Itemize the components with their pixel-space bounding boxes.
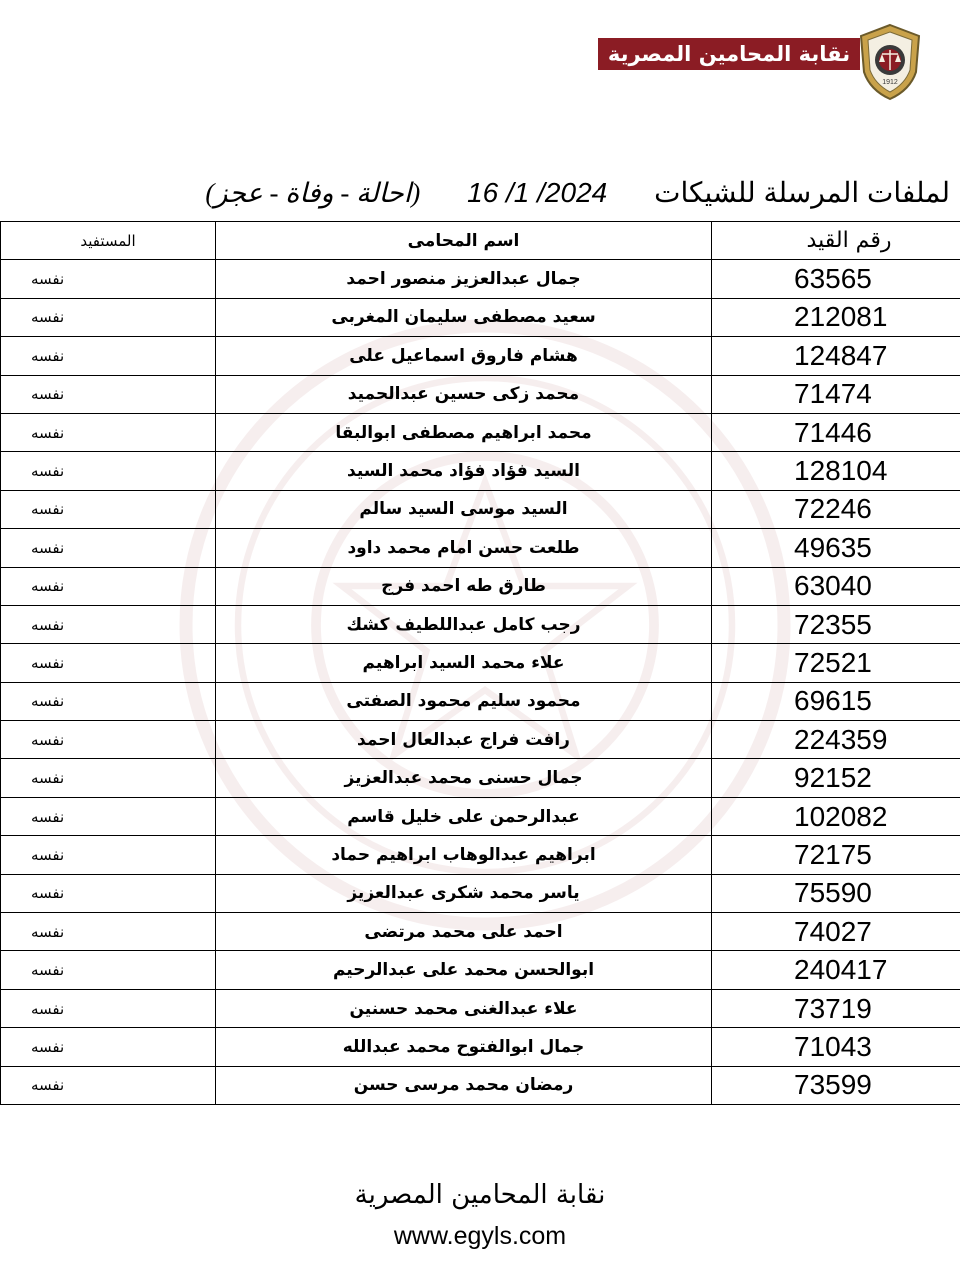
registration-number-cell: 73599 <box>712 1066 960 1104</box>
lawyer-name-cell: محمد زكى حسين عبدالحميد <box>216 375 712 413</box>
beneficiary-cell: نفسه <box>1 874 216 912</box>
table-row <box>1 1066 960 1104</box>
registration-number-cell: 102082 <box>712 797 960 835</box>
table-row <box>1 375 960 413</box>
table-row <box>1 298 960 336</box>
registration-number-cell: 73719 <box>712 989 960 1027</box>
registration-number-cell: 71043 <box>712 1028 960 1066</box>
header-org-name: نقابة المحامين المصرية <box>607 42 851 66</box>
logo-year: 1912 <box>882 79 898 86</box>
beneficiary-cell: نفسه <box>1 644 216 682</box>
lawyer-name-cell: رجب كامل عبداللطيف كشك <box>216 605 712 643</box>
table-row <box>1 490 960 528</box>
header-registration-number: رقم القيد <box>712 222 960 260</box>
lawyer-name-cell: سعيد مصطفى سليمان المغربى <box>216 298 712 336</box>
table-row <box>1 337 960 375</box>
lawyer-name-cell: علاء محمد السيد ابراهيم <box>216 644 712 682</box>
beneficiary-cell: نفسه <box>1 490 216 528</box>
lawyer-name-cell: ابوالحسن محمد على عبدالرحيم <box>216 951 712 989</box>
lawyer-name-cell: جمال ابوالفتوح محمد عبدالله <box>216 1028 712 1066</box>
lawyer-name-cell: احمد على محمد مرتضى <box>216 913 712 951</box>
beneficiary-cell: نفسه <box>1 989 216 1027</box>
title-date: 16 /1 /2024 <box>467 177 608 208</box>
table-row <box>1 759 960 797</box>
beneficiary-cell: نفسه <box>1 721 216 759</box>
registration-number-cell: 128104 <box>712 452 960 490</box>
bar-association-logo-icon <box>855 22 925 102</box>
beneficiary-cell: نفسه <box>1 567 216 605</box>
lawyer-name-cell: طارق طه احمد فرج <box>216 567 712 605</box>
registration-number-cell: 74027 <box>712 913 960 951</box>
beneficiary-cell: نفسه <box>1 797 216 835</box>
table-row <box>1 1028 960 1066</box>
lawyer-name-cell: ياسر محمد شكرى عبدالعزيز <box>216 874 712 912</box>
lawyer-name-cell: محمود سليم محمود الصفتى <box>216 682 712 720</box>
table-row <box>1 836 960 874</box>
title-note: (احالة - وفاة - عجز) <box>205 178 421 208</box>
beneficiary-cell: نفسه <box>1 836 216 874</box>
registration-number-cell: 69615 <box>712 682 960 720</box>
table-row <box>1 721 960 759</box>
registration-number-cell: 72521 <box>712 644 960 682</box>
header-beneficiary: المستفيد <box>1 222 216 260</box>
registration-number-cell: 63040 <box>712 567 960 605</box>
beneficiary-cell: نفسه <box>1 452 216 490</box>
lawyer-name-cell: جمال عبدالعزيز منصور احمد <box>216 260 712 298</box>
table-row <box>1 605 960 643</box>
table-row <box>1 567 960 605</box>
table-row <box>1 452 960 490</box>
header-lawyer-name: اسم المحامى <box>216 222 712 260</box>
footer-website-link[interactable]: www.egyls.com <box>393 1222 567 1250</box>
table-row <box>1 529 960 567</box>
lawyer-name-cell: هشام فاروق اسماعيل على <box>216 337 712 375</box>
beneficiary-cell: نفسه <box>1 913 216 951</box>
registration-number-cell: 240417 <box>712 951 960 989</box>
beneficiary-cell: نفسه <box>1 1028 216 1066</box>
registration-number-cell: 212081 <box>712 298 960 336</box>
beneficiary-cell: نفسه <box>1 337 216 375</box>
lawyer-name-cell: رافت فراج عبدالعال احمد <box>216 721 712 759</box>
lawyer-name-cell: علاء عبدالغنى محمد حسنين <box>216 989 712 1027</box>
beneficiary-cell: نفسه <box>1 529 216 567</box>
header-banner <box>598 38 860 70</box>
table-header-row <box>1 222 960 260</box>
beneficiary-cell: نفسه <box>1 375 216 413</box>
registration-number-cell: 49635 <box>712 529 960 567</box>
registration-number-cell: 71446 <box>712 413 960 451</box>
registration-number-cell: 224359 <box>712 721 960 759</box>
registration-number-cell: 71474 <box>712 375 960 413</box>
table-row <box>1 797 960 835</box>
lawyer-name-cell: رمضان محمد مرسى حسن <box>216 1066 712 1104</box>
beneficiary-cell: نفسه <box>1 298 216 336</box>
table-row <box>1 951 960 989</box>
beneficiary-cell: نفسه <box>1 413 216 451</box>
beneficiary-cell: نفسه <box>1 260 216 298</box>
lawyer-name-cell: السيد موسى السيد سالم <box>216 490 712 528</box>
registration-number-cell: 124847 <box>712 337 960 375</box>
footer-org-name: نقابة المحامين المصرية <box>354 1180 606 1210</box>
beneficiary-cell: نفسه <box>1 682 216 720</box>
lawyers-table <box>0 221 960 1105</box>
title-main: لملفات المرسلة للشيكات <box>654 177 950 208</box>
lawyer-name-cell: عبدالرحمن على خليل قاسم <box>216 797 712 835</box>
table-row <box>1 913 960 951</box>
beneficiary-cell: نفسه <box>1 759 216 797</box>
table-row <box>1 413 960 451</box>
table-row <box>1 260 960 298</box>
registration-number-cell: 72246 <box>712 490 960 528</box>
document-title <box>205 176 950 216</box>
registration-number-cell: 72355 <box>712 605 960 643</box>
lawyer-name-cell: السيد فؤاد فؤاد محمد السيد <box>216 452 712 490</box>
lawyer-name-cell: طلعت حسن امام محمد داود <box>216 529 712 567</box>
beneficiary-cell: نفسه <box>1 605 216 643</box>
table-row <box>1 682 960 720</box>
lawyer-name-cell: جمال حسنى محمد عبدالعزيز <box>216 759 712 797</box>
beneficiary-cell: نفسه <box>1 1066 216 1104</box>
table-row <box>1 874 960 912</box>
table-row <box>1 644 960 682</box>
lawyer-name-cell: محمد ابراهيم مصطفى ابوالبقا <box>216 413 712 451</box>
table-row <box>1 989 960 1027</box>
registration-number-cell: 75590 <box>712 874 960 912</box>
lawyer-name-cell: ابراهيم عبدالوهاب ابراهيم حماد <box>216 836 712 874</box>
beneficiary-cell: نفسه <box>1 951 216 989</box>
registration-number-cell: 72175 <box>712 836 960 874</box>
registration-number-cell: 63565 <box>712 260 960 298</box>
registration-number-cell: 92152 <box>712 759 960 797</box>
